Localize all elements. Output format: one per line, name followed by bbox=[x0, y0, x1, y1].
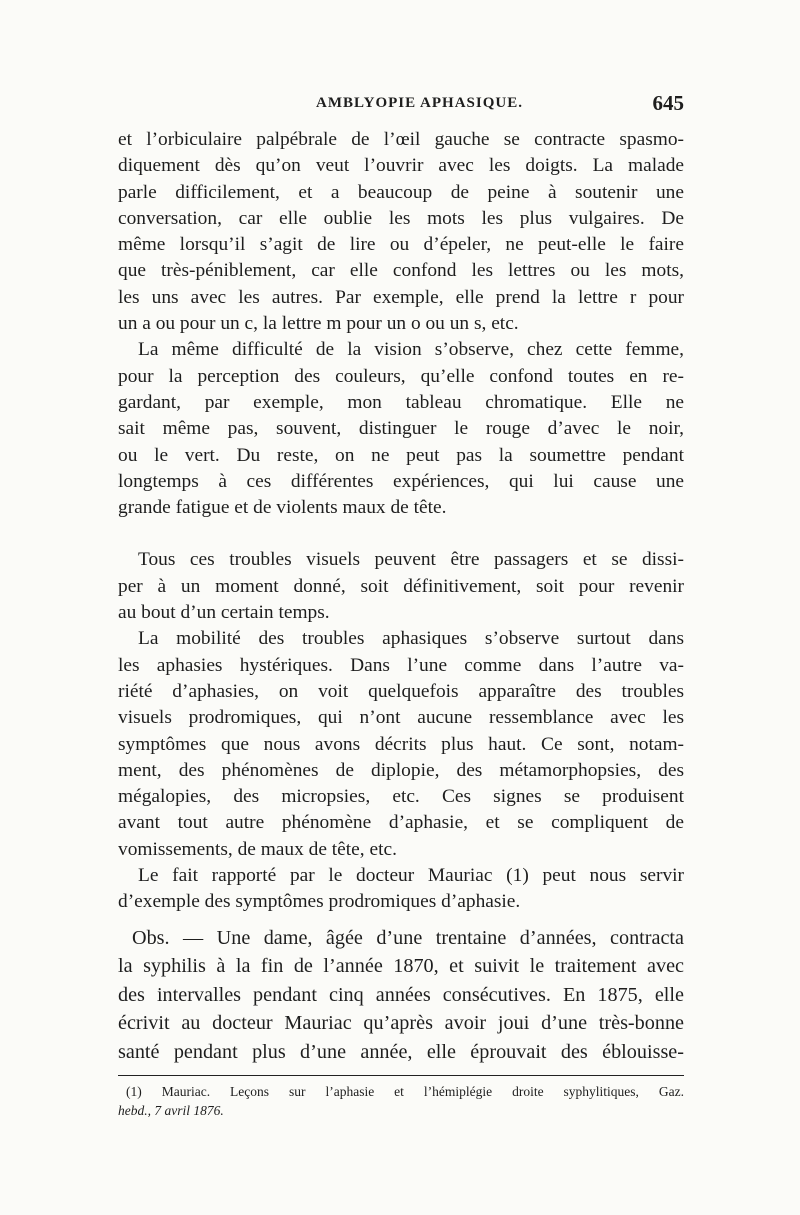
body-text bbox=[118, 127, 684, 1066]
text-line: la syphilis à la fin de l’année 1870, et suivit le traitement avec bbox=[118, 955, 684, 978]
section-gap bbox=[118, 521, 684, 547]
text-line: santé pendant plus d’une année, elle éprouvait des éblouisse- bbox=[118, 1040, 684, 1063]
text-line: longtemps à ces différentes expériences, qui lui cause une bbox=[118, 470, 684, 492]
paragraph-cont bbox=[118, 364, 684, 522]
paragraph bbox=[118, 337, 684, 363]
text-line: écrivit au docteur Mauriac qu’après avoir joui d’une très-bonne bbox=[118, 1012, 684, 1035]
text-line: per à un moment donné, soit définitivement, soit pour revenir bbox=[118, 575, 684, 597]
text-line: Tous ces troubles visuels peuvent être passagers et se dissi- bbox=[138, 549, 684, 571]
text-line: d’exemple des symptômes prodromiques d’aphasie. bbox=[118, 891, 521, 913]
text-line: des intervalles pendant cinq années consécutives. En 1875, elle bbox=[118, 983, 684, 1006]
paragraph bbox=[118, 547, 684, 573]
paragraph bbox=[118, 626, 684, 652]
text-line: La même difficulté de la vision s’observe, chez cette femme, bbox=[138, 339, 684, 361]
text-line: diquement dès qu’on veut l’ouvrir avec les doigts. La malade bbox=[118, 155, 684, 177]
text-line: vomissements, de maux de tête, etc. bbox=[118, 838, 397, 860]
text-line: les aphasies hystériques. Dans l’une comme dans l’autre va- bbox=[118, 654, 684, 676]
text-line: conversation, car elle oublie les mots les plus vulgaires. De bbox=[118, 207, 684, 229]
text-line: mégalopies, des micropsies, etc. Ces signes se produisent bbox=[118, 786, 684, 808]
text-line: que très-péniblement, car elle confond les lettres ou les mots, bbox=[118, 260, 684, 282]
text-line: symptômes que nous avons décrits plus haut. Ce sont, notam- bbox=[118, 733, 684, 755]
text-line: sait même pas, souvent, distinguer le rouge d’avec le noir, bbox=[118, 418, 684, 440]
text-line: La mobilité des troubles aphasiques s’observe surtout dans bbox=[138, 628, 684, 650]
observation-paragraph bbox=[118, 924, 684, 1067]
footnote-line: (1) Mauriac. Leçons sur l’aphasie et l’hémiplégie droite syphylitiques, Gaz. bbox=[126, 1084, 684, 1099]
text-line: au bout d’un certain temps. bbox=[118, 602, 330, 624]
footnote-rule bbox=[118, 1075, 684, 1076]
text-line: même lorsqu’il s’agit de lire ou d’épeler, ne peut-elle le faire bbox=[118, 234, 684, 256]
text-line: et l’orbiculaire palpébrale de l’œil gauche se contracte spasmo- bbox=[118, 129, 684, 150]
paragraph-cont bbox=[118, 574, 684, 627]
text-line: avant tout autre phénomène d’aphasie, et se compliquent de bbox=[118, 812, 684, 834]
text-line: gardant, par exemple, mon tableau chromatique. Elle ne bbox=[118, 391, 684, 413]
paragraph bbox=[118, 863, 684, 889]
text-line: pour la perception des couleurs, qu’elle confond toutes en re- bbox=[118, 365, 684, 387]
text-line: Le fait rapporté par le docteur Mauriac (1) peut nous servir bbox=[138, 865, 684, 887]
page-number: 645 bbox=[652, 91, 684, 115]
text-line: riété d’aphasies, on voit quelquefois apparaître des troubles bbox=[118, 680, 684, 702]
paragraph-cont bbox=[118, 889, 684, 915]
text-line: parle difficilement, et a beaucoup de peine à soutenir une bbox=[118, 181, 684, 203]
text-line: visuels prodromiques, qui n’ont aucune ressemblance avec les bbox=[118, 707, 684, 729]
text-line: Obs. — Une dame, âgée d’une trentaine d’années, contracta bbox=[132, 926, 684, 949]
running-title: AMBLYOPIE APHASIQUE. bbox=[316, 95, 523, 111]
running-header bbox=[118, 91, 684, 121]
paragraph bbox=[118, 127, 684, 337]
text-line: ment, des phénomènes de diplopie, des métamorphopsies, des bbox=[118, 759, 684, 781]
footnote-line: hebd., 7 avril 1876. bbox=[118, 1103, 224, 1118]
paragraph-cont bbox=[118, 653, 684, 863]
text-line: ou le vert. Du reste, on ne peut pas la soumettre pendant bbox=[118, 444, 684, 466]
text-line: un a ou pour un c, la lettre m pour un o ou un s, etc. bbox=[118, 313, 519, 335]
footnote bbox=[118, 1082, 684, 1120]
text-line: les uns avec les autres. Par exemple, elle prend la lettre r pour bbox=[118, 286, 684, 308]
text-line: grande fatigue et de violents maux de tête. bbox=[118, 497, 447, 519]
